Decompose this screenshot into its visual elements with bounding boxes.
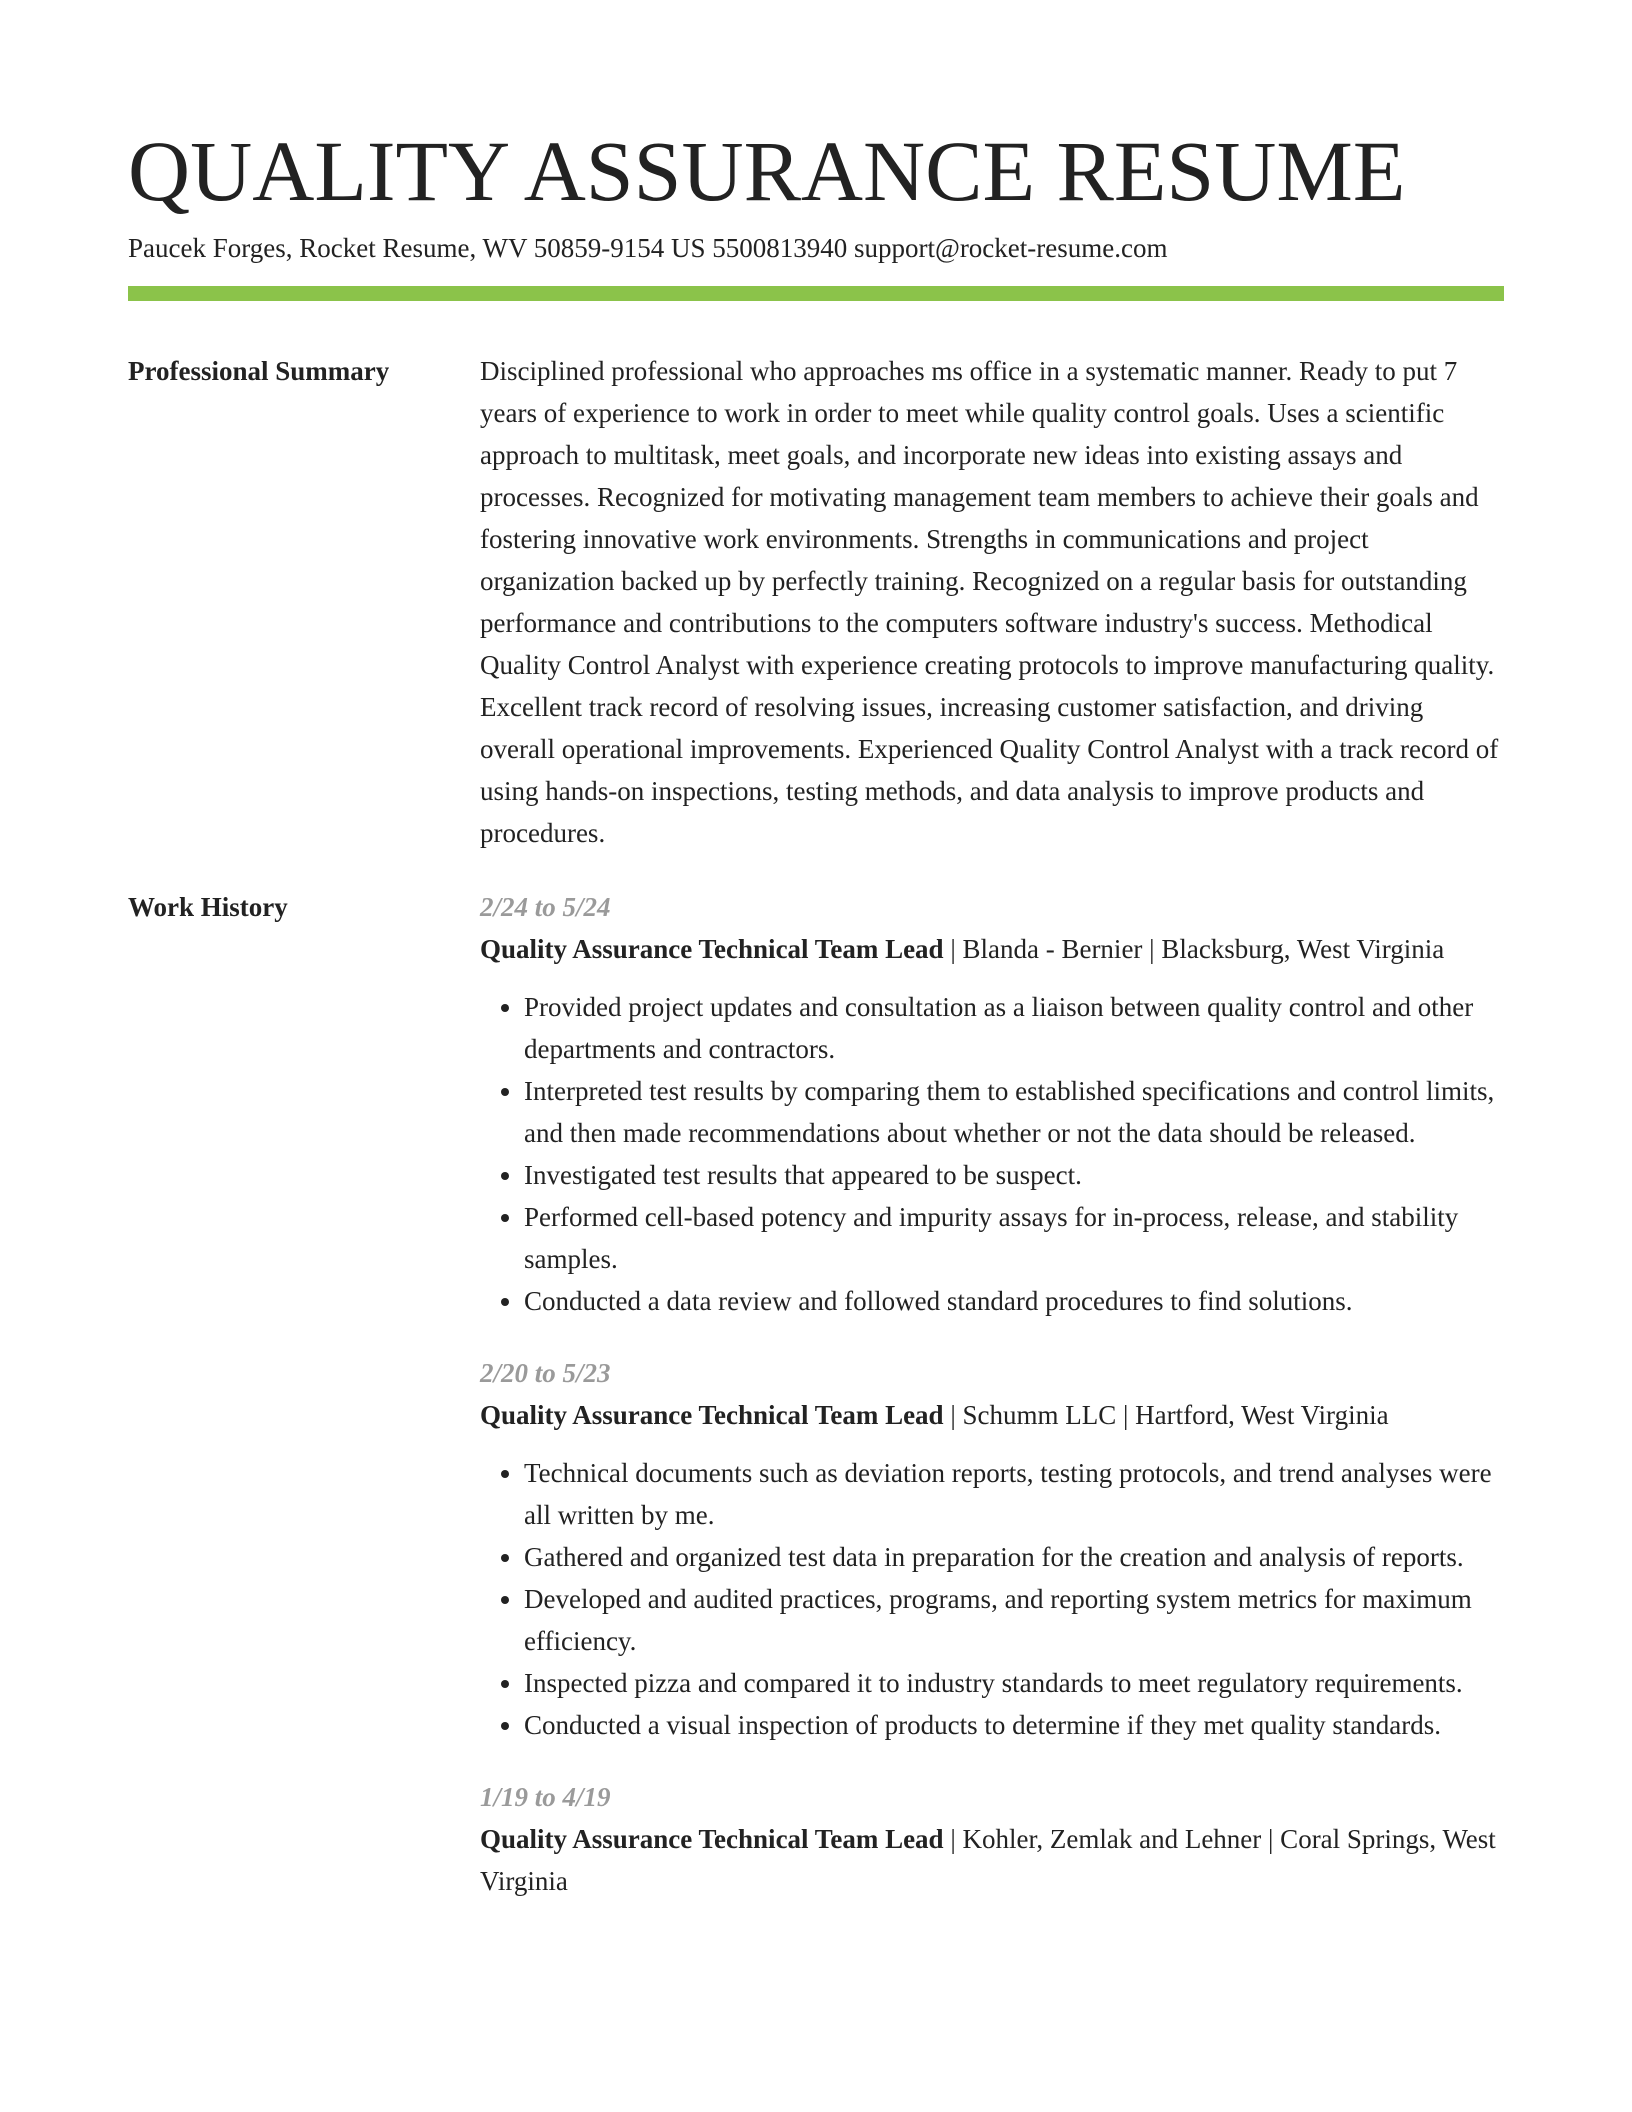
summary-text: Disciplined professional who approaches ms office in a systematic manner. Ready to put 7 years of experience to work in order to meet while quality control goals. Uses a scientific approach to multitask, meet goals, and incorporate new ideas into existing assays and processes. Recognized for motivating management team members to achieve their goals and fostering innovative work environments. Strengths in communications and project organization backed up by perfectly training. Recognized on a regular basis for outstanding performance and contributions to the computers software industry's success. Methodical Quality Control Analyst with experience creating protocols to improve manufacturing quality. Excellent track record of resolving issues, increasing customer satisfaction, and driving overall operational improvements. Experienced Quality Control Analyst with a track record of using hands-on inspections, testing methods, and data analysis to improve products and procedures. — [480, 356, 1499, 848]
job-bullet: • Performed cell-based potency and impurity assays for in-process, release, and stability samples. — [524, 1196, 1504, 1280]
job-bullets — [480, 1452, 1504, 1746]
job-bullets — [480, 986, 1504, 1322]
job-heading — [480, 1394, 1504, 1436]
job-dates: 1/19 to 4/19 — [480, 1782, 611, 1812]
job-entry — [480, 1776, 1504, 1902]
header-divider — [128, 286, 1504, 301]
job-bullet: • Inspected pizza and compared it to industry standards to meet regulatory requirements. — [524, 1662, 1504, 1704]
job-heading — [480, 928, 1504, 970]
contact-line: Paucek Forges, Rocket Resume, WV 50859-9154 US 5500813940 support@rocket-resume.com — [128, 233, 1168, 263]
job-title: Quality Assurance Technical Team Lead — [480, 1400, 944, 1430]
job-title: Quality Assurance Technical Team Lead — [480, 934, 944, 964]
job-bullet: • Provided project updates and consultation as a liaison between quality control and other departments and contractors. — [524, 986, 1504, 1070]
job-dates: 2/24 to 5/24 — [480, 892, 611, 922]
job-bullet: • Conducted a data review and followed standard procedures to find solutions. — [524, 1280, 1504, 1322]
job-details: | Schumm LLC | Hartford, West Virginia — [943, 1400, 1389, 1430]
job-bullet: • Conducted a visual inspection of products to determine if they met quality standards. — [524, 1704, 1504, 1746]
job-bullet: • Gathered and organized test data in preparation for the creation and analysis of reports. — [524, 1536, 1504, 1578]
summary-body — [480, 350, 1504, 854]
job-bullet: • Technical documents such as deviation reports, testing protocols, and trend analyses were all written by me. — [524, 1452, 1504, 1536]
job-bullet: • Developed and audited practices, programs, and reporting system metrics for maximum efficiency. — [524, 1578, 1504, 1662]
job-bullet: • Investigated test results that appeared to be suspect. — [524, 1154, 1504, 1196]
job-dates: 2/20 to 5/23 — [480, 1358, 611, 1388]
job-entry — [480, 1352, 1504, 1746]
job-entry — [480, 886, 1504, 1322]
resume-title: QUALITY ASSURANCE RESUME — [128, 123, 1406, 219]
work-history-label: Work History — [128, 892, 288, 922]
job-heading — [480, 1818, 1504, 1902]
job-title: Quality Assurance Technical Team Lead — [480, 1824, 944, 1854]
job-details: | Kohler, Zemlak and Lehner | Coral Springs, West Virginia — [480, 1824, 1496, 1896]
job-bullet: • Interpreted test results by comparing them to established specifications and control limits, and then made recommendations about whether or not the data should be released. — [524, 1070, 1504, 1154]
work-history-body — [480, 886, 1504, 1932]
job-details: | Blanda - Bernier | Blacksburg, West Virginia — [943, 934, 1445, 964]
summary-label: Professional Summary — [128, 356, 390, 386]
